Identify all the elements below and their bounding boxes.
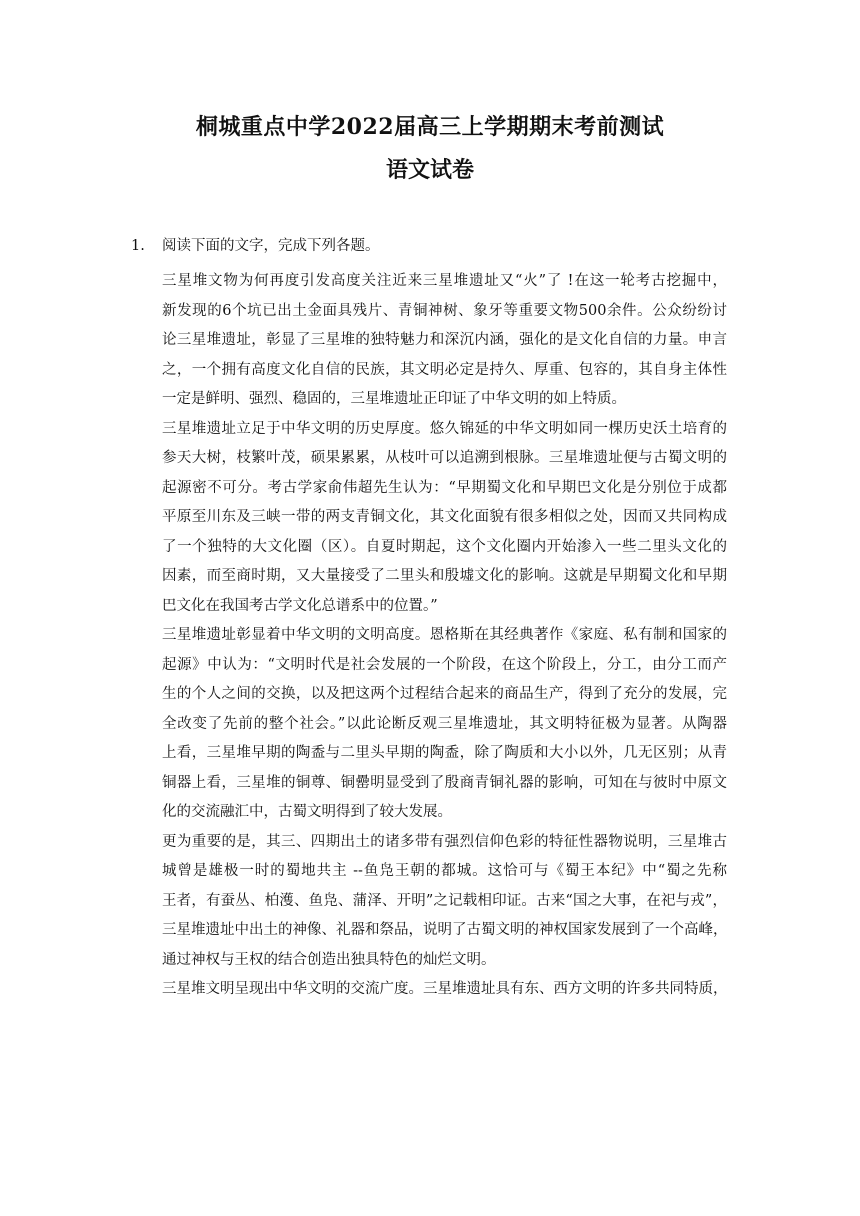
text-line: 平原至川东及三峡一带的两支青铜文化，其文化面貌有很多相似之处，因而又共同构成 — [162, 509, 727, 525]
text-line: 三星堆文明呈现出中华文明的交流广度。三星堆遗址具有东、西方文明的许多共同特质， — [162, 981, 728, 997]
text-line: 巴文化在我国考古学文化总谱系中的位置。” — [162, 597, 438, 614]
text-line: 生的个人之间的交换，以及把这两个过程结合起来的商品生产，得到了充分的发展，完 — [162, 686, 727, 702]
reading-passage — [162, 267, 727, 1005]
text-line: 上看，三星堆早期的陶盉与二里头早期的陶盉，除了陶质和大小以外，几无区别；从青 — [162, 745, 727, 761]
text-line: 三星堆遗址中出土的神像、礼器和祭品，说明了古蜀文明的神权国家发展到了一个高峰， — [162, 922, 728, 938]
text-line: 起源密不可分。考古学家俞伟超先生认为：“早期蜀文化和早期巴文化是分别位于成都 — [162, 479, 727, 496]
text-line: 新发现的6个坑已出土金面具残片、青铜神树、象牙等重要文物500余件。公众纷纷讨 — [162, 302, 727, 319]
text-line: 化的交流融汇中，古蜀文明得到了较大发展。 — [162, 804, 452, 820]
document-title: 桐城重点中学2022届高三上学期期末考前测试 — [195, 114, 665, 140]
paragraph-4 — [162, 828, 727, 976]
text-line: 之，一个拥有高度文化自信的民族，其文明必定是持久、厚重、包容的，其自身主体性 — [162, 361, 727, 378]
text-line: 铜器上看，三星堆的铜尊、铜罍明显受到了殷商青铜礼器的影响，可知在与彼时中原文 — [162, 774, 727, 791]
text-line: 全改变了先前的整个社会。”以此论断反观三星堆遗址，其文明特征极为显著。从陶器 — [162, 715, 727, 732]
text-line: 因素，而至商时期，又大量接受了二里头和殷墟文化的影响。这就是早期蜀文化和早期 — [162, 568, 727, 584]
paragraph-2 — [162, 415, 727, 622]
text-line: 通过神权与王权的结合创造出独具特色的灿烂文明。 — [162, 951, 496, 968]
paragraph-5 — [162, 975, 727, 1005]
question-intro: 阅读下面的文字，完成下列各题。 — [162, 238, 380, 254]
text-line: 三星堆文物为何再度引发高度关注近来三星堆遗址又“火”了 !在这一轮考古挖掘中， — [162, 273, 727, 289]
text-line: 一定是鲜明、强烈、稳固的，三星堆遗址正印证了中华文明的如上特质。 — [162, 391, 626, 407]
paragraph-1 — [162, 267, 727, 415]
text-line: 城曾是雄极一时的蜀地共主 --鱼凫王朝的都城。这恰可与《蜀王本纪》中“蜀之先称 — [162, 863, 727, 879]
text-line: 更为重要的是，其三、四期出土的诸多带有强烈信仰色彩的特征性器物说明，三星堆古 — [162, 833, 727, 850]
text-line: 论三星堆遗址，彰显了三星堆的独特魅力和深沉内涵，强化的是文化自信的力量。申言 — [162, 332, 727, 348]
question-number: 1. — [131, 238, 145, 254]
text-line: 三星堆遗址彰显着中华文明的文明高度。恩格斯在其经典著作《家庭、私有制和国家的 — [162, 627, 727, 643]
text-line: 三星堆遗址立足于中华文明的历史厚度。悠久锦延的中华文明如同一棵历史沃土培育的 — [162, 420, 727, 437]
text-line: 起源》中认为：“文明时代是社会发展的一个阶段，在这个阶段上，分工，由分工而产 — [162, 656, 727, 673]
document-subtitle: 语文试卷 — [385, 157, 474, 183]
paragraph-3 — [162, 621, 727, 828]
text-line: 参天大树，枝繁叶茂，硕果累累，从枝叶可以追溯到根脉。三星堆遗址便与古蜀文明的 — [162, 450, 727, 466]
text-line: 了一个独特的大文化圈（区）。自夏时期起，这个文化圈内开始渗入一些二里头文化的 — [162, 538, 727, 555]
text-line: 王者，有蚕丛、柏濩、鱼凫、蒲泽、开明”之记载相印证。古来“国之大事，在祀与戎”， — [162, 892, 727, 909]
